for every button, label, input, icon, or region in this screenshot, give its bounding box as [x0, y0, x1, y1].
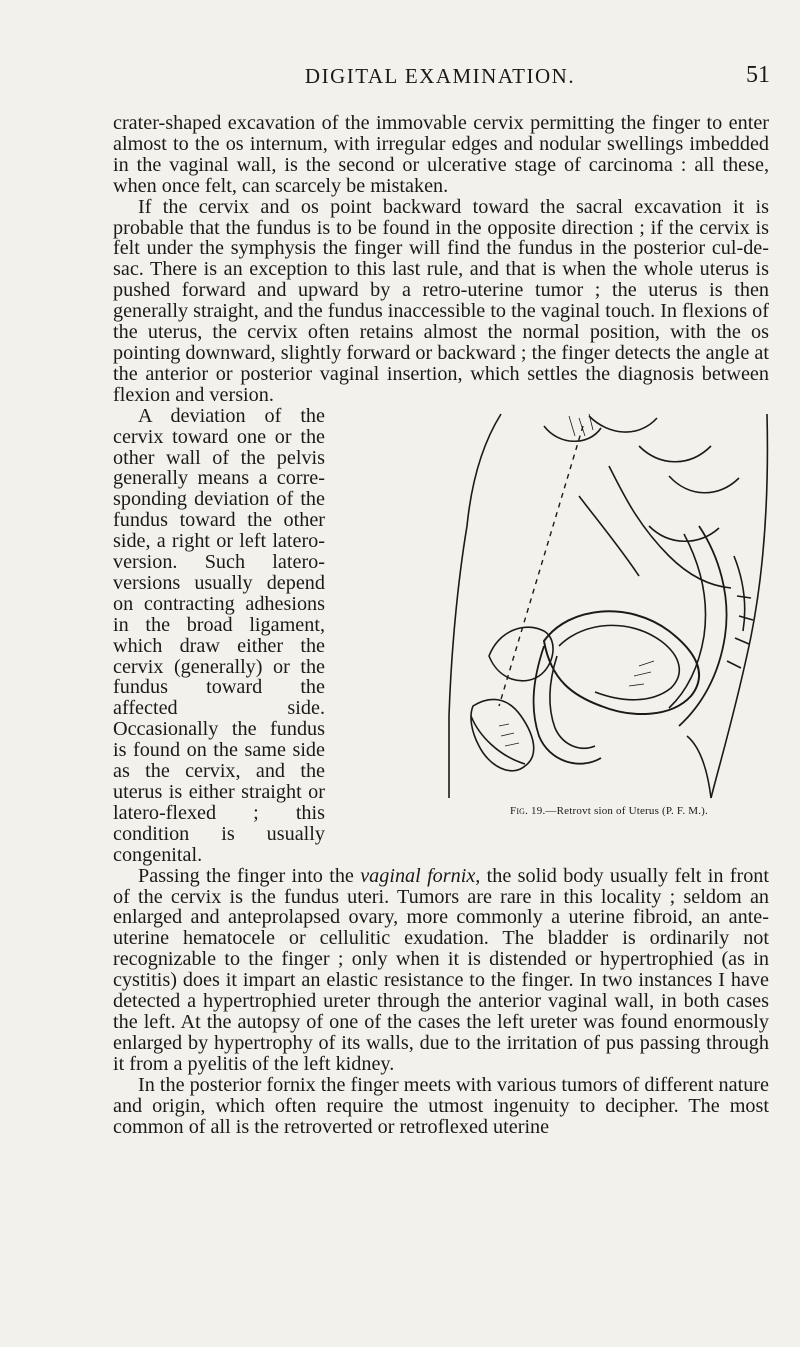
pelvic-outline-left [449, 414, 501, 798]
bladder [489, 627, 553, 681]
pelvic-outline-right [711, 414, 767, 798]
paragraph-cervix-direction [113, 197, 769, 406]
paragraph-carcinoma: crater-shaped excavation of the immovable cervix permitting the finger to enter almost to the os internum, with irregular edges and nodular swellings imbedded in the vaginal wall, is the second or ulcerative stage of carcinoma : all these, when once felt, can scarcely be mistaken. [113, 112, 769, 197]
pelvic-axis-dashed [499, 426, 583, 706]
fornix-before: Passing the finger into the [138, 864, 361, 887]
fornix-after: the solid body usually felt in front of the cervix is the fundus uteri. Tumors are rare in this locality ; seldom an enlarged and anteprolapsed ovary, more commonly a uterine fibroid, an ante-uterine hematocele or cellulitic exudation. The bladder is ordinarily not recognizable to the finger ; only when it is distended or hypertrophied (as in cystitis) does it impart an elastic resistance to the finger. In two instances I have detected a hypertrophied ureter through the anterior vaginal wall, in both cases the left. At the autopsy of one of the cases the left ureter was found enormously enlarged by hypertrophy of its walls, due to the irritation of pus passing through it from a pyelitis of the left kidney. [113, 864, 769, 1075]
running-title: DIGITAL EXAMINATION. [304, 64, 576, 88]
body-text [113, 113, 769, 1137]
figure-retroversion [339, 406, 769, 824]
paragraph-cervix-text: If the cervix and os point backward toward the sacral excavation it is probable that the fundus is to be found in the opposite direction ; if the cervix is felt under the symphysis the finger will find the fundus in the posterior cul-de-sac. There is an exception to this last rule, and that is when the whole uterus is pushed forward and upward by a retro-uterine tumor ; the uterus is then generally straight, and the fundus inaccessible to the vaginal touch. In flexions of the uterus, the cervix often retains almost the normal position, with the os pointing downward, slightly forward or backward ; the finger detects the angle at the anterior or posterior vaginal insertion, which settles the diagnosis between flexion and version. [113, 195, 769, 406]
vaginal-canal [534, 646, 601, 764]
sacrum [727, 556, 753, 668]
page-number: 51 [746, 62, 770, 88]
paragraph-deviation [113, 406, 769, 866]
uterus-illustration [339, 406, 769, 824]
paragraph-deviation-text: A deviation of the cervix toward one or the other wall of the pelvis generally means a corresponding deviation of the fundus toward the other side, a right or left latero-version. Such lateroversions usually depend on contracting adhesions in the broad ligament, which draw either the cervix (generally) or the fundus toward the affected side. Occasionally the fundus is found on the same side as the cervix, and the uterus is either straight or latero-flexed ; this condition is usually congenital. [113, 404, 325, 866]
symphysis [471, 699, 534, 770]
figure-caption-lead: Fig. 19. [510, 804, 546, 817]
paragraph-posterior-fornix: In the posterior fornix the finger meets with various tumors of different nature and origin, which often require the utmost ingenuity to decipher. The most common of all is the retroverted or retroflexed uterine [113, 1073, 769, 1138]
paragraph-vaginal-fornix [113, 866, 769, 1075]
page-header [110, 62, 770, 98]
figure-caption [485, 801, 708, 822]
figure-caption-text: —Retrovt sion of Uterus (P. F. M.). [545, 804, 708, 817]
fornix-emphasis: vaginal fornix, [360, 864, 481, 887]
rectum [679, 526, 727, 726]
